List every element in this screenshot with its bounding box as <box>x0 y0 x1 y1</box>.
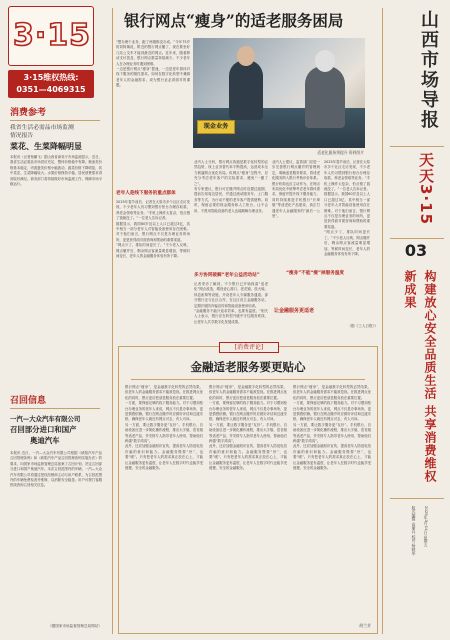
section-consumer-reference: 消费参考 <box>10 108 47 118</box>
commentary-title: 金融适老服务要更贴心 <box>190 360 306 374</box>
article-col-1 <box>116 40 190 324</box>
commentary-body-col-1: 银行网点“瘦身”，是金融数字化转型的必然结果，但老年人的金融服务需求不能被忽视。在推进网点优化的同时，银行更应把适老服务放在重要位置。 一方面，要保留足够的线下服务能力。对于习惯到柜台办理业务的老年人来说，网点不仅是办事场所，更是情感依赖。银行在网点撤并时应做好评估和过渡安排，确保老年人就近有网点可去、有人可问。 另一方面，要让数字服务更“友好”。手机银行、自助设备应进一步简化操作流程，推出大字版、语音版等适老产品，并安排专人指导老年人使用，帮助他们跨越“数字鸿沟”。 此外，还应加强金融知识宣传，提高老年人防范电信诈骗的意识和能力。金融服务既要“快”，也要“暖”。只有把老年人的需求真正放在心上，才能让金融服务更有温度，让老年人在数字时代也能享受便捷、安全的金融服务。 <box>125 385 203 471</box>
story1-deck: 我省生活必需品市场监测 <box>10 125 74 131</box>
masthead-info: 版式编辑 高丽丹 校对 杨晓华 <box>412 506 417 556</box>
article-text: 2025年春节前后，记者在太原市多个社区走访发现，不少老年人仍习惯到银行柜台办理存取款、养老金领取等业务。“手机上操作太复杂，怕点错了钱就没了。”一位老人告诉记者。 数据显示，我国60岁及以上人口已超过3亿，其中相当一部分老年人对智能设备使用存在困难。对于他们而言，银行网点不仅是办理业务的场所，更是获得面对面咨询和帮助的重要渠道。 “网点少了，排队时间更长了。”不少老人反映，网点撤并后，剩余网点客流量明显增加，等候时间变长，老年人的金融服务体验有所下降。 <box>116 200 190 259</box>
sidebar <box>0 0 112 640</box>
article-text: 2025年春节前后，记者在太原市多个社区走访发现，不少老年人仍习惯到银行柜台办理存取款、养老金领取等业务。“手机上操作太复杂，怕点错了钱就没了。”一位老人告诉记者。 数据显示，我国60岁及以上人口已超过3亿，其中相当一部分老年人对智能设备使用存在困难。对于他们而言，银行网点不仅是办理业务的场所，更是获得面对面咨询和帮助的重要渠道。 “网点少了，排队时间更长了。”不少老人反映，网点撤并后，剩余网点客流量明显增加，等候时间变长，老年人的金融服务体验有所下降。 <box>324 160 370 256</box>
photo-cash-label: 现金业务 <box>203 123 229 130</box>
masthead-title: 山西市场导报 <box>418 10 439 130</box>
article-col-3 <box>272 160 320 330</box>
masthead-slogan: 构建放心安全品质生活 共享消费维权新成果 <box>403 270 437 484</box>
subhead-3: 多方协同破解“老年公益活动站” <box>194 273 260 278</box>
story1-body: 本报讯（记者杨鹏飞）据山西省商务厅市场监测显示，近日，我省生活必需品市场供应充足，整体价格稳中有降。粮油类价格基本稳定，肉禽蛋类价格小幅波动，蔬菜价格下降明显，其中菜花、生菜降幅较大。水果价格保持平稳，居民消费需求得到较好满足。商务部门将持续做好市场监测工作，保障市场平稳运行。 <box>10 155 102 187</box>
photo-person-1 <box>229 60 263 120</box>
logo-text: 3·15 <box>13 18 92 53</box>
sidebar-logo <box>8 6 94 66</box>
photo-person-1-head <box>237 46 255 66</box>
commentary-tag <box>219 342 279 353</box>
story2-headline-1: 一汽—大众汽车有限公司 <box>10 415 81 423</box>
photo-cash-badge <box>197 120 235 134</box>
story2-headline-3: 奥迪汽车 <box>30 436 60 445</box>
subhead-4: 让金融服务更适老 <box>274 308 315 314</box>
hotline-title: 3·15维权热线: <box>23 73 79 82</box>
commentary-box <box>118 346 378 634</box>
story1-headline: 菜花、生菜降幅明显 <box>10 141 82 151</box>
masthead-edition: 天天3·15 <box>417 152 435 226</box>
news-photo <box>193 38 365 148</box>
article-text: “想办理个业务，跑了两趟都没办成。”今年75岁的刘阿姨说，附近的银行网点撤了，现在要坐好几站公交车才能到最近的网点。近年来，随着移动支付普及，银行网点数量持续减少，不少老年人在办理业务时遇到困难。 一边是银行网点“瘦身”提速，一边是老年群体对线下服务的刚性需求。如何在数字化转型中兼顾老年人的金融需求，成为银行业必须面对的课题。 <box>116 40 190 88</box>
story2-source: （据国家市场监督管理总局网站） <box>48 624 102 628</box>
article-byline: （据《工人日报》） <box>347 324 378 328</box>
main-headline: 银行网点“瘦身”的适老服务困局 <box>124 11 344 30</box>
commentary-body-col-2: 银行网点“瘦身”，是金融数字化转型的必然结果，但老年人的金融服务需求不能被忽视。在推进网点优化的同时，银行更应把适老服务放在重要位置。 一方面，要保留足够的线下服务能力。对于习惯到柜台办理业务的老年人来说，网点不仅是办事场所，更是情感依赖。银行在网点撤并时应做好评估和过渡安排，确保老年人就近有网点可去、有人可问。 另一方面，要让数字服务更“友好”。手机银行、自助设备应进一步简化操作流程，推出大字版、语音版等适老产品，并安排专人指导老年人使用，帮助他们跨越“数字鸿沟”。 此外，还应加强金融知识宣传，提高老年人防范电信诈骗的意识和能力。金融服务既要“快”，也要“暖”。只有把老年人的需求真正放在心上，才能让金融服务更有温度，让老年人在数字时代也能享受便捷、安全的金融服务。 <box>209 385 287 471</box>
masthead <box>386 0 450 640</box>
article-text: 业内人士建议，监管部门应进一步完善银行网点撤并的管理规定，明确适老服务要求，将适老化服务纳入银行考核评价体系。银行机构也应主动作为，在网点布局优化中统筹考虑老年群体需求，保留并提升线下服务能力，同时持续推进手机银行“长辈版”等适老化产品建设，真正打通老年人金融服务的“最后一公里”。 <box>272 160 320 219</box>
photo-caption: 适老化服务须提升 资料图片 <box>317 150 364 155</box>
photo-person-2-head <box>315 50 335 72</box>
story2-body: 本报讯 近日，一汽—大众汽车有限公司根据《缺陷汽车产品召回管理条例》和《缺陷汽车产品召回管理条例实施办法》的要求，向国家市场监督管理总局备案了召回计划，决定召回部分进口和国产奥迪汽车。本次召回范围内的车辆，一汽—大众汽车有限公司将通过授权经销商主动与用户联系，为召回范围内的车辆免费检查并维修，以消除安全隐患。用户可拨打客服热线咨询召回相关信息。 <box>10 451 102 488</box>
hotline-box <box>8 70 94 98</box>
masthead-page-no: 03 <box>404 241 428 260</box>
subhead-2: “瘦身”不能“瘦”掉服务温度 <box>286 271 345 276</box>
section-recall-info: 召回信息 <box>10 396 47 406</box>
article-col-2 <box>194 160 268 328</box>
commentary-author: 胡兰芳 <box>359 623 371 628</box>
photo-person-2 <box>305 66 345 128</box>
hotline-number: 0351—4069315 <box>16 85 86 94</box>
commentary-tag-label: [消费评论] <box>234 344 264 351</box>
subhead-1: 老年人是线下服务的重点群体 <box>116 191 176 196</box>
story2-headline-2: 召回部分进口和国产 <box>10 425 77 434</box>
article-text: 记者采访了解到，不少银行已开始探索“适老化”网点改造，增设爱心窗口、老花镜、放大镜、休息座椅等设施，开设老年人专属服务通道。部分银行还与社区合作，在社区设立金融服务站，定期开展防诈骗宣传和智能设备使用培训。 “金融服务不能只追求效率，也要有温度。”相关人士表示，银行应在转型升级中守住服务底线，让老年人共享数字化发展成果。 <box>194 282 268 324</box>
story1-deck2: 情况报告 <box>10 133 34 139</box>
article-text: 业内人士分析，银行网点收缩是数字化转型的必然趋势，线上业务替代率不断提高，运营成本压力倒逼网点优化布局。但网点“瘦身”过程中，应充分考虑老年客户的实际需求，避免“一撤了之”。 有专家建议，银行可在撤并网点时设置过渡期，提前告知周边居民，并通过流动服务车、上门服务等方式，为行动不便的老年客户提供便利。同时，保留必要的现金服务和人工柜台，让不会用、不愿用智能设备的老人也能顺畅办理业务。 <box>194 160 268 213</box>
commentary-body-col-3: 银行网点“瘦身”，是金融数字化转型的必然结果，但老年人的金融服务需求不能被忽视。在推进网点优化的同时，银行更应把适老服务放在重要位置。 一方面，要保留足够的线下服务能力。对于习惯到柜台办理业务的老年人来说，网点不仅是办事场所，更是情感依赖。银行在网点撤并时应做好评估和过渡安排，确保老年人就近有网点可去、有人可问。 另一方面，要让数字服务更“友好”。手机银行、自助设备应进一步简化操作流程，推出大字版、语音版等适老产品，并安排专人指导老年人使用，帮助他们跨越“数字鸿沟”。 此外，还应加强金融知识宣传，提高老年人防范电信诈骗的意识和能力。金融服务既要“快”，也要“暖”。只有把老年人的需求真正放在心上，才能让金融服务更有温度，让老年人在数字时代也能享受便捷、安全的金融服务。 <box>293 385 371 471</box>
masthead-date: 2025年3月14日 星期五 <box>424 506 429 547</box>
